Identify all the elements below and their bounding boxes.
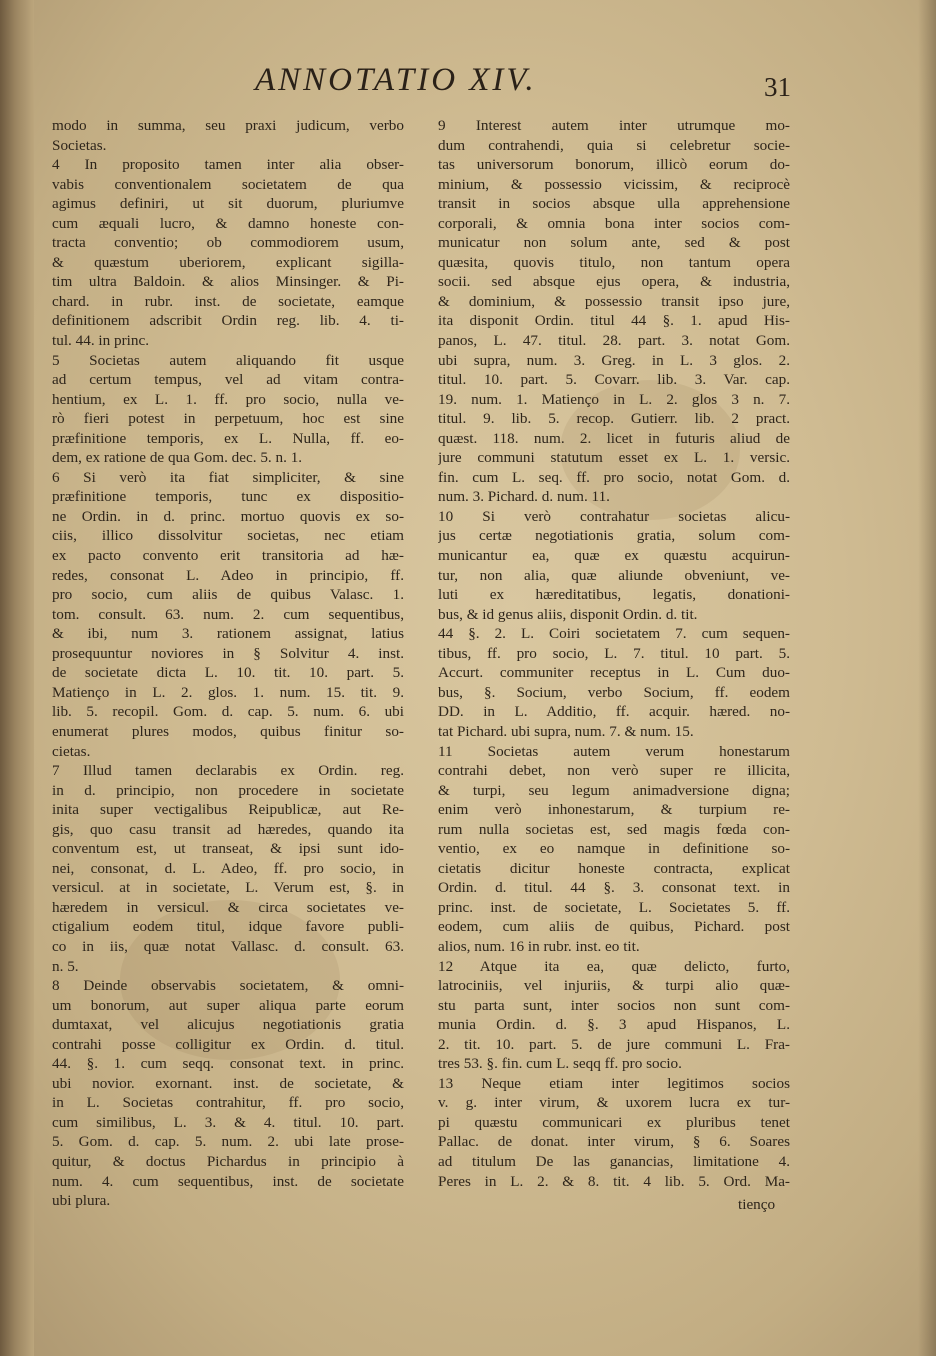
text-line: jus certæ negotiationis gratia, solum com-	[438, 527, 790, 545]
text-line: luti ex hæreditatibus, legatis, donationi-	[438, 586, 790, 604]
text-line: 10 Si verò contrahatur societas alicu-	[438, 507, 790, 525]
text-line: ctigalium eodem titul, idque favore publi-	[52, 918, 404, 936]
text-line: gis, quo casu transit ad hæredes, quando ita	[52, 820, 404, 838]
text-line: municantur ea, quæ ex quæstu acquirun-	[438, 547, 790, 565]
text-line: titul. 10. part. 5. Covarr. lib. 3. Var. cap.	[438, 371, 790, 389]
catchword: tienço	[738, 1196, 776, 1213]
text-line: præfinitione temporis, ex L. Nulla, ff. eo-	[52, 429, 404, 447]
text-line: & quæstum uberiorem, explicant sigilla-	[52, 253, 404, 271]
text-line: dem, ex ratione de qua Gom. dec. 5. n. 1.	[52, 449, 303, 467]
text-line: cietas.	[52, 742, 91, 760]
text-line: tracta conventio; ob commodiorem usum,	[52, 234, 404, 252]
text-line: 6 Si verò ita fiat simpliciter, & sine	[52, 468, 404, 486]
text-line: jure communi statutum esset ex L. 1. versic.	[438, 449, 790, 467]
text-line: pro socio, cum aliis de quibus Valasc. 1.	[52, 586, 404, 604]
text-line: panos, L. 47. titul. 28. part. 3. notat Gom.	[438, 332, 790, 350]
text-line: ventio, ex eo namque in definitione so-	[438, 840, 790, 858]
text-line: corporali, & omnia bona inter socios com-	[438, 214, 790, 232]
text-line: Pallac. de donat. inter virum, § 6. Soares	[438, 1133, 790, 1151]
text-line: bus, & id genus aliis, disponit Ordin. d. tit.	[438, 605, 698, 623]
text-line: um bonorum, aut super aliqua parte eorum	[52, 996, 404, 1014]
text-line: Peres in L. 2. & 8. tit. 4 lib. 5. Ord. Ma-	[438, 1172, 790, 1190]
text-line: ubi supra, num. 3. Greg. in L. 3 glos. 2.	[438, 351, 790, 369]
page-header	[0, 62, 936, 106]
text-line: hæredem in versicul. & circa societates ve-	[52, 898, 404, 916]
text-line: versicul. at in societate, L. Verum est, §. in	[52, 879, 404, 897]
text-line: redes, consonat L. Adeo in principio, ff.	[52, 566, 404, 584]
text-line: in d. principio, non procedere in societate	[52, 781, 404, 799]
text-line: socii. sed absque ejus opera, & industria,	[438, 273, 790, 291]
text-line: ne Ordin. in d. princ. mortuo quovis ex so-	[52, 507, 404, 525]
text-line: Accurt. communiter receptus in L. Cum duo-	[438, 664, 790, 682]
text-line: tas universorum bonorum, illicò eorum do-	[438, 156, 790, 174]
text-line: fin. cum L. seq. ff. pro socio, notat Gom. d.	[438, 468, 790, 486]
text-line: 44. §. 1. cum seqq. consonat text. in princ.	[52, 1055, 404, 1073]
text-line: co in iis, quæ notat Vallasc. d. consult. 63.	[52, 937, 404, 955]
text-line: enim verò inhonestarum, & turpium re-	[438, 801, 790, 819]
text-line: Societas.	[52, 136, 107, 154]
text-line: dumtaxat, vel alicujus negotiationis gratia	[52, 1016, 404, 1034]
text-line: nei, consonat, d. L. Adeo, ff. pro socio, in	[52, 859, 404, 877]
page-edge-shadow	[918, 0, 936, 1356]
text-line: inita super vectigalibus Reipublicæ, aut Re-	[52, 801, 404, 819]
left-text-column	[52, 116, 404, 1211]
text-line: cum æquali lucro, & damno honeste con-	[52, 214, 404, 232]
text-line: alios, num. 16 in rubr. inst. eo tit.	[438, 937, 640, 955]
text-line: prosequuntur noviores in § Solvitur 4. inst.	[52, 644, 404, 662]
text-line: & ibi, num 3. rationem assignat, latius	[52, 625, 404, 643]
text-line: definitionem adscribit Ordin reg. lib. 4. ti-	[52, 312, 404, 330]
text-line: v. g. inter virum, & uxorem lucra ex tur-	[438, 1094, 790, 1112]
text-line: modo in summa, seu praxi judicum, verbo	[52, 117, 404, 134]
text-line: 9 Interest autem inter utrumque mo-	[438, 117, 790, 134]
text-line: 5. Gom. d. cap. 5. num. 2. ubi late prose-	[52, 1133, 404, 1151]
text-line: 4 In proposito tamen inter alia obser-	[52, 156, 404, 174]
right-text-column	[438, 116, 790, 1191]
text-line: Matienço in L. 2. glos. 1. num. 15. tit. 9.	[52, 683, 404, 701]
text-line: princ. inst. de societate, L. Societates 5. ff.	[438, 898, 790, 916]
text-line: enumerat plures modos, quibus finitur so-	[52, 722, 404, 740]
text-line: hentium, ex L. 1. ff. pro socio, nulla ve-	[52, 390, 404, 408]
text-line: 44 §. 2. L. Coiri societatem 7. cum sequen-	[438, 625, 790, 643]
text-line: & turpi, seu legum animadversione digna;	[438, 781, 790, 799]
text-line: tibus, ff. pro socio, L. 7. titul. 10 part. 5.	[438, 644, 790, 662]
text-line: cum similibus, L. 3. & 4. titul. 10. part.	[52, 1113, 404, 1131]
text-line: vabis conventionalem societatem de qua	[52, 175, 404, 193]
text-line: rum nulla societas est, sed magis fœda con-	[438, 820, 790, 838]
text-line: ubi novior. exornant. inst. de societate, &	[52, 1074, 404, 1092]
text-line: de societate dicta L. 10. tit. 10. part. 5.	[52, 664, 404, 682]
text-line: bus, §. Socium, verbo Socium, ff. eodem	[438, 683, 790, 701]
text-line: 11 Societas autem verum honestarum	[438, 742, 790, 760]
text-line: dum contrahendi, quia si celebretur socie-	[438, 136, 790, 154]
text-line: ad titulum De las ganancias, limitatione 4.	[438, 1152, 790, 1170]
text-line: pi quæstu communicari ex pluribus tenet	[438, 1113, 790, 1131]
text-line: 12 Atque ita ea, quæ delicto, furto,	[438, 957, 790, 975]
text-line: 5 Societas autem aliquando fit usque	[52, 351, 404, 369]
text-line: 8 Deinde observabis societatem, & omni-	[52, 977, 404, 995]
text-line: in L. Societas contrahitur, ff. pro socio,	[52, 1094, 404, 1112]
text-line: n. 5.	[52, 957, 79, 975]
text-line: titul. 9. lib. 5. recop. Gutierr. lib. 2 pract.	[438, 410, 790, 428]
text-line: municatur non solum ante, sed & post	[438, 234, 790, 252]
text-line: & dominium, & possessio transit ipso jure,	[438, 292, 790, 310]
text-line: tat Pichard. ubi supra, num. 7. & num. 15.	[438, 722, 694, 740]
text-line: quæst. 118. num. 2. licet in futuris aliud de	[438, 429, 790, 447]
text-line: præfinitione temporis, tunc ex dispositio-	[52, 488, 404, 506]
text-line: chard. in rubr. inst. de societate, eamque	[52, 292, 404, 310]
text-line: ex pacto convento erit transitoria ad hæ-	[52, 547, 404, 565]
text-line: minium, & possessio vicissim, & reciprocè	[438, 175, 790, 193]
text-line: tres 53. §. fin. cum L. seqq ff. pro socio.	[438, 1055, 682, 1073]
text-line: latrociniis, vel injuriis, & turpi alio quæ-	[438, 977, 790, 995]
text-line: eodem, cum aliis de quibus, Pichard. post	[438, 918, 790, 936]
text-line: ad certum tempus, vel ad vitam contra-	[52, 371, 404, 389]
text-line: 13 Neque etiam inter legitimos socios	[438, 1074, 790, 1092]
text-line: contrahi posse colligitur ex Ordin. d. titul.	[52, 1035, 404, 1053]
text-line: tur, non alia, quæ aliunde obveniunt, ve-	[438, 566, 790, 584]
text-line: 7 Illud tamen declarabis ex Ordin. reg.	[52, 762, 404, 780]
text-line: DD. in L. Additio, ff. acquir. hæred. no-	[438, 703, 790, 721]
running-title: ANNOTATIO XIV.	[255, 62, 537, 98]
text-line: 2. tit. 10. part. 5. de jure communi L. Fra-	[438, 1035, 790, 1053]
text-line: ciis, illico dissolvitur societas, nec etiam	[52, 527, 404, 545]
text-line: lib. 5. recopil. Gom. d. cap. 5. num. 6. ubi	[52, 703, 404, 721]
text-line: Ordin. d. titul. 44 §. 3. consonat text. in	[438, 879, 790, 897]
text-line: tom. consult. 63. num. 2. cum sequentibus,	[52, 605, 404, 623]
text-line: ita disponit Ordin. titul 44 §. 1. apud His-	[438, 312, 790, 330]
text-line: num. 3. Pichard. d. num. 11.	[438, 488, 610, 506]
text-line: conventum est, ut transeat, & ipsi sunt ido-	[52, 840, 404, 858]
text-line: contrahi debet, non verò super re illicita,	[438, 762, 790, 780]
page-number: 31	[764, 72, 791, 102]
text-line: rò fieri potest in perpetuum, hoc est sine	[52, 410, 404, 428]
text-line: munia Ordin. d. §. 3 apud Hispanos, L.	[438, 1016, 790, 1034]
text-line: agimus definiri, ut sit duorum, pluriumve	[52, 195, 404, 213]
text-line: stu parta sunt, inter socios non sunt com-	[438, 996, 790, 1014]
text-line: transit in socios absque ulla apprehensione	[438, 195, 790, 213]
text-line: quitur, & doctus Pichardus in principio à	[52, 1152, 404, 1170]
text-line: cietatis dicitur honeste contracta, explicat	[438, 859, 790, 877]
text-line: tul. 44. in princ.	[52, 332, 150, 350]
page-gutter	[0, 0, 34, 1356]
text-line: 19. num. 1. Matienço in L. 2. glos 3 n. 7.	[438, 390, 790, 408]
text-line: tim ultra Baldoin. & alios Minsinger. & Pi-	[52, 273, 404, 291]
text-line: ubi plura.	[52, 1192, 111, 1210]
text-line: num. 4. cum sequentibus, inst. de societate	[52, 1172, 404, 1190]
text-line: quæsita, quovis titulo, non tantum opera	[438, 253, 790, 271]
